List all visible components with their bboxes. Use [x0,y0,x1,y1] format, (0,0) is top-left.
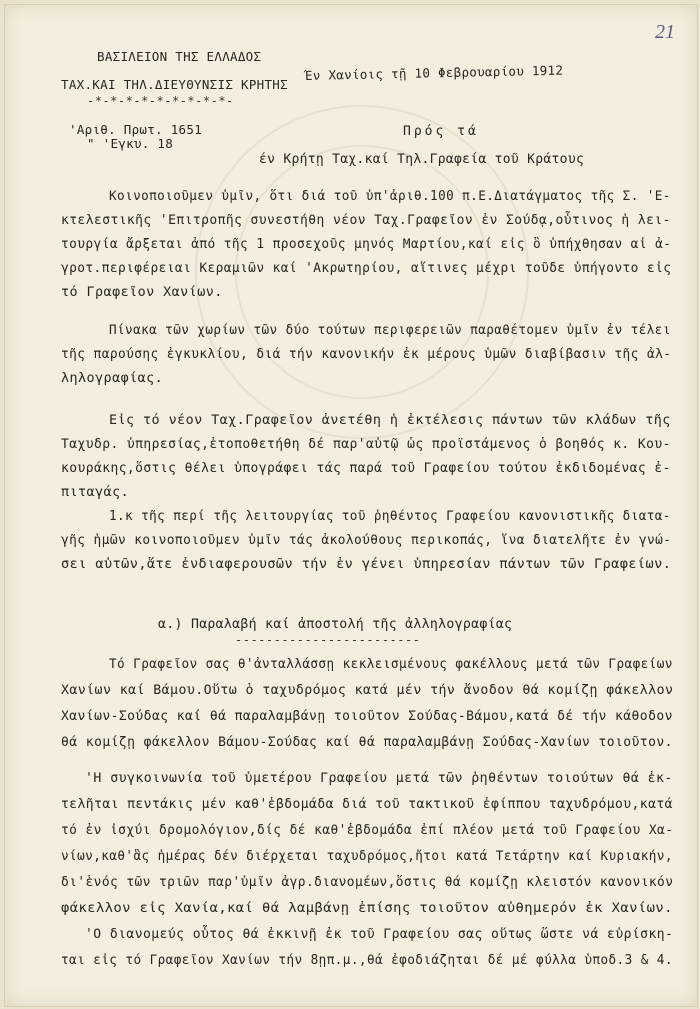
body-line: Εἰς τό νέον Ταχ.Γραφεῖον ἀνετέθη ἡ ἐκτέλεσις πάντων τῶν κλάδων τῆς [109,413,671,428]
protocol-number: 'Αριθ. Πρωτ. 1651 [69,122,203,137]
section-line: 'Η συγκοινωνία τοῦ ὑμετέρου Γραφείου μετά τῶν ῥηθέντων τοιούτων θά ἐκ- [85,771,673,786]
section-line: Χανίων καί Βάμου.Οὕτω ὁ ταχυδρόμος κατά μέν τήν ἄνοδον θά κομίζῃ φάκελλον [61,683,674,698]
recipient-offices: έν Κρήτῃ Ταχ.καί Τηλ.Γραφεία τοῦ Κράτους [259,152,585,167]
letterhead-underline: -*-*-*-*-*-*-*-*-*- [87,94,234,108]
body-line: κουράκης,ὅστις θέλει ὑπογράφει τάς παρά τοῦ Γραφείου τούτου ἐκδιδομένας ἐ- [61,461,671,476]
section-line: φάκελλον εἰς Χανία,καί θά λαμβάνῃ ἐπίσης τοιοῦτον αὐθημερόν ἐκ Χανίων. [61,901,673,916]
body-line: Πίνακα τῶν χωρίων τῶν δύο τούτων περιφερειῶν παραθέτομεν ὑμῖν ἐν τέλει [109,323,671,338]
section-line: δι'ἑνός τῶν τριῶν παρ'ὑμῖν ἀγρ.διανομέων,ὅστις θά κομίζῃ κλειστόν κανονικόν [61,875,674,890]
body-line: Κοινοποιοῦμεν ὑμῖν, ὅτι διά τοῦ ὑπ'ἀριθ.100 π.Ε.Διατάγματος τῆς Σ. 'Ε- [109,189,671,204]
body-line: 1.κ τῆς περί τῆς λειτουργίας τοῦ ῥηθέντος Γραφείου κανονιστικῆς διατα- [109,509,671,524]
body-line: ληλογραφίας. [61,371,164,386]
body-line: Ταχυδρ. ὑπηρεσίας,ἐτοποθετήθη δέ παρ'αὐτῷ ὡς προϊστάμενος ὁ βοηθός κ. Κου- [61,437,671,452]
section-line: 'Ο διανομεύς οὗτος θά ἐκκινῇ ἐκ τοῦ Γραφείου σας οὕτως ὥστε νά εὑρίσκη- [85,927,674,942]
letterhead-kingdom: ΒΑΣΙΛΕΙΟΝ ΤΗΣ ΕΛΛΑΔΟΣ [97,49,262,64]
section-heading: α.) Παραλαβή καί ἀποστολή τῆς ἀλληλογραφίας [158,617,513,632]
body-line: τό Γραφεῖον Χανίων. [61,285,223,300]
body-line: πιταγάς. [61,485,130,500]
body-line: τουργία ἄρξεται ἀπό τῆς 1 προσεχοῦς μηνός Μαρτίου,καί εἰς ὃ ὑπήχθησαν αἱ ἀ- [61,237,672,252]
body-line: σει αὐτῶν,ἅτε ἐνδιαφερουσῶν τήν ἐν γένει ὑπηρεσίαν πάντων τῶν Γραφείων. [61,557,672,572]
section-line: τό ἐν ἰσχύι δρομολόγιον,δίς δέ καθ'ἑβδομάδα ἐπί πλέον μετά τοῦ Γραφείου Χα- [61,823,674,838]
body-line: τῆς παρούσης ἐγκυκλίου, διά τήν κανονικήν ἐκ μέρους ὑμῶν διαβίβασιν τῆς ἀλ- [61,347,672,362]
letterhead-directorate: ΤΑΧ.ΚΑΙ ΤΗΛ.ΔΙΕΥΘΥΝΣΙΣ ΚΡΗΤΗΣ [61,77,288,92]
section-underline: ------------------------ [235,633,421,647]
section-line: Τό Γραφεῖον σας θ'ἀνταλλάσσῃ κεκλεισμένους φακέλλους μετά τῶν Γραφείων [109,657,673,672]
body-line: κτελεστικῆς 'Επιτροπῆς συνεστήθη νέον Ταχ.Γραφεῖον ἐν Σούδᾳ,οὗτινος ἡ λει- [61,213,671,228]
section-line: ται εἰς τό Γραφεῖον Χανίων τήν 8ῃπ.μ.,θά ἐφοδιάζηται δέ μέ φύλλα ὑποδ.3 & 4. [61,953,673,968]
recipient-to: Πρός τά [403,124,479,139]
circular-number: " 'Εγκυ. 18 [87,136,174,151]
body-line: γῆς ἡμῶν κοινοποιοῦμεν ὑμῖν τάς ἀκολούθους περικοπάς, ἵνα διατελῆτε ἐν γνώ- [61,533,672,548]
date-place: Έν Χανίοις τῇ 10 Φεβρουαρίου 1912 [304,62,564,83]
section-line: νίων,καθ'ἃς ἡμέρας δέν διέρχεται ταχυδρόμος,ἤτοι κατά Τετάρτην καί Κυριακήν, [61,849,673,864]
body-line: γροτ.περιφέρειαι Κεραμιῶν καί 'Ακρωτηρίου, αἵτινες μέχρι τοῦδε ὑπήγοντο εἰς [61,261,672,276]
document-page [4,4,698,1007]
section-line: τελῆται πεντάκις μέν καθ'ἑβδομάδα διά τοῦ τακτικοῦ ἐφίππου ταχυδρόμου,κατά [61,797,673,812]
section-line: Χανίων-Σούδας καί θά παραλαμβάνῃ τοιοῦτον Σούδας-Βάμου,κατά δέ τήν κάθοδον [61,709,673,724]
section-line: θά κομίζῃ φάκελλον Βάμου-Σούδας καί θά παραλαμβάνῃ Σούδας-Χανίων τοιοῦτον. [61,735,673,750]
page-number: 21 [655,21,675,43]
